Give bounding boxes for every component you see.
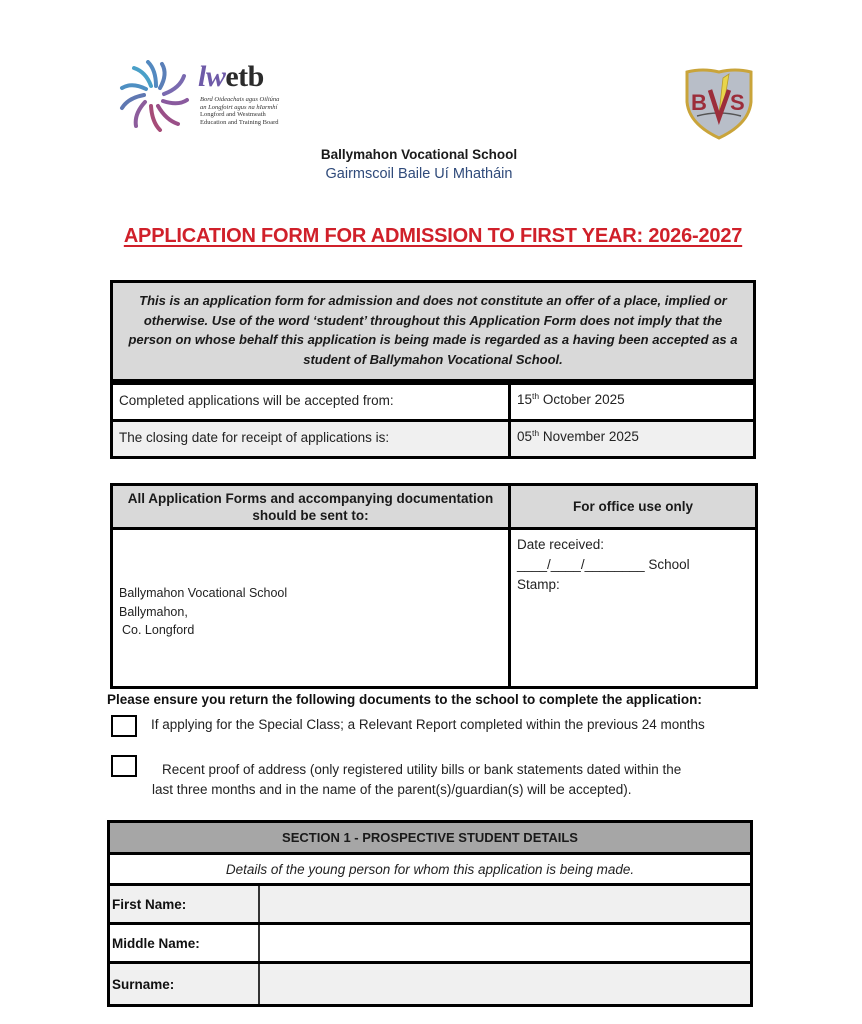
first-name-label: First Name: — [110, 886, 260, 922]
lwetb-wordmark: lwetb — [198, 60, 264, 93]
send-to-heading: All Application Forms and accompanying documentation should be sent to: — [113, 486, 511, 527]
proof-of-address-text: Recent proof of address (only registered utility bills or bank statements dated within the last three months and in the name of the parent(s)/guardian(s) will be accepted). — [152, 762, 682, 797]
surname-input[interactable] — [260, 964, 750, 1004]
office-use-heading: For office use only — [572, 499, 694, 514]
stamp-label: Stamp: — [517, 577, 560, 592]
surname-row — [110, 964, 750, 1004]
date-received-blank: ____/____/________ School — [517, 557, 690, 572]
closing-date: 05th November 2025 — [517, 428, 639, 444]
office-use-cell — [511, 530, 755, 686]
section1-heading: SECTION 1 - PROSPECTIVE STUDENT DETAILS — [110, 823, 750, 855]
section1-table — [107, 820, 753, 1007]
admission-disclaimer: This is an application form for admission and does not constitute an offer of a place, implied or otherwise. Use of the word ‘student’ throughout this Application Form does not imply that the person on whose behalf this application is being made is regarded as a having been accepted as a student of Ballymahon Vocational School. — [113, 283, 753, 382]
bvs-crest-icon — [683, 66, 755, 140]
section1-subheading: Details of the young person for whom this application is being made. — [110, 855, 750, 886]
special-class-report-checkbox[interactable] — [111, 715, 137, 737]
address-table-body — [113, 530, 755, 686]
closing-date-row — [113, 419, 753, 456]
svg-text:B: B — [691, 90, 707, 115]
school-name: Ballymahon Vocational School — [320, 147, 518, 162]
accepted-from-date: 15th October 2025 — [517, 391, 625, 407]
middle-name-input[interactable] — [260, 925, 750, 961]
address-cell — [113, 530, 511, 686]
bvs-crest-logo — [683, 66, 755, 140]
school-address: Ballymahon Vocational School Ballymahon, Co. Longford — [119, 586, 288, 637]
address-table-header — [113, 486, 755, 530]
documents-intro: Please ensure you return the following documents to the school to complete the application: — [107, 692, 702, 707]
accepted-from-label: Completed applications will be accepted from: — [113, 385, 511, 419]
lwetb-subtitle: Bord Oideachais agus Oiliúna an Longfoirt agus na hIarmhí Longford and Westmeath Education and Training Board — [200, 96, 280, 126]
lwetb-logo — [118, 60, 298, 132]
first-name-input[interactable] — [260, 886, 750, 922]
middle-name-row — [110, 925, 750, 964]
svg-text:S: S — [730, 90, 745, 115]
notice-table — [110, 280, 756, 459]
middle-name-label: Middle Name: — [110, 925, 260, 961]
lwetb-swirl-logo-icon — [118, 60, 190, 132]
special-class-report-text: If applying for the Special Class; a Relevant Report completed within the previous 24 months — [151, 717, 705, 732]
date-received-label: Date received: — [517, 537, 605, 552]
form-title: APPLICATION FORM FOR ADMISSION TO FIRST YEAR: 2026-2027 — [123, 225, 743, 247]
closing-date-label: The closing date for receipt of applications is: — [113, 422, 511, 456]
school-name-irish: Gairmscoil Baile Uí Mhatháin — [325, 166, 513, 182]
address-office-table — [110, 483, 758, 689]
proof-of-address-checkbox[interactable] — [111, 755, 137, 777]
accepted-from-row — [113, 382, 753, 419]
first-name-row — [110, 886, 750, 925]
surname-label: Surname: — [110, 964, 260, 1004]
